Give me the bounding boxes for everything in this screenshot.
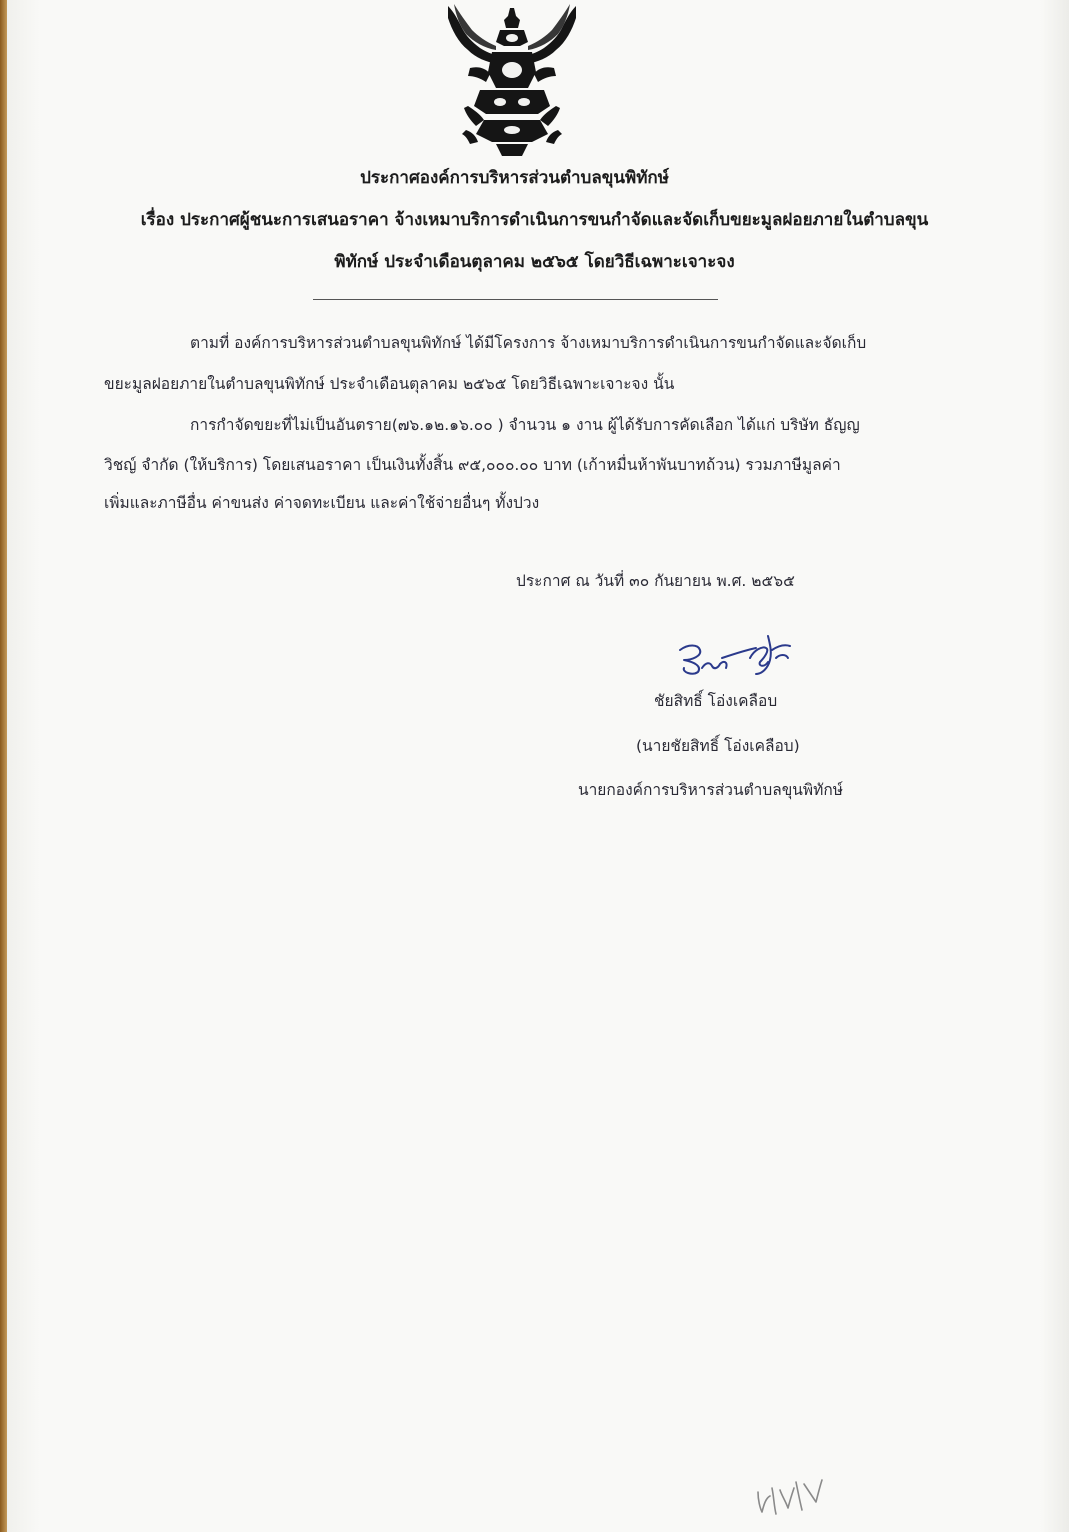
handwritten-signature [672, 628, 796, 680]
signatory-position: นายกองค์การบริหารส่วนตำบลขุนพิทักษ์ [578, 781, 843, 799]
garuda-emblem-icon [440, 2, 584, 160]
announcement-date: ประกาศ ณ วันที่ ๓๐ กันยายน พ.ศ. ๒๕๖๕ [516, 572, 795, 590]
pencil-handwritten-mark [752, 1474, 828, 1518]
paragraph-1-line-2: ขยะมูลฝอยภายในตำบลขุนพิทักษ์ ประจำเดือนตุลาคม ๒๕๖๕ โดยวิธีเฉพาะเจาะจง นั้น [104, 375, 675, 393]
signatory-name: ชัยสิทธิ์ โอ่งเคลือบ [654, 692, 778, 710]
subject-line-2: พิทักษ์ ประจำเดือนตุลาคม ๒๕๖๕ โดยวิธีเฉพาะเจาะจง [334, 252, 735, 272]
paragraph-2-line-1: การกำจัดขยะที่ไม่เป็นอันตราย(๗๖.๑๒.๑๖.๐๐ ) จำนวน ๑ งาน ผู้ได้รับการคัดเลือก ได้แก่ บริษัท ธัญญ [190, 416, 860, 434]
signatory-full-name: (นายชัยสิทธิ์ โอ่งเคลือบ) [636, 737, 800, 755]
paragraph-2-line-2: วิชญ์ จำกัด (ให้บริการ) โดยเสนอราคา เป็นเงินทั้งสิ้น ๙๕,๐๐๐.๐๐ บาท (เก้าหมื่นห้าพันบาทถ้วน) รวมภาษีมูลค่า [104, 456, 841, 474]
paragraph-2-line-3: เพิ่มและภาษีอื่น ค่าขนส่ง ค่าจดทะเบียน และค่าใช้จ่ายอื่นๆ ทั้งปวง [104, 494, 540, 512]
paragraph-1-line-1: ตามที่ องค์การบริหารส่วนตำบลขุนพิทักษ์ ได้มีโครงการ จ้างเหมาบริการดำเนินการขนกำจัดและจัดเก็บ [190, 334, 867, 352]
divider-line [313, 299, 718, 300]
announcement-title: ประกาศองค์การบริหารส่วนตำบลขุนพิทักษ์ [360, 168, 669, 188]
subject-line-1: เรื่อง ประกาศผู้ชนะการเสนอราคา จ้างเหมาบริการดำเนินการขนกำจัดและจัดเก็บขยะมูลฝอยภายในตำบลขุน [140, 210, 929, 230]
